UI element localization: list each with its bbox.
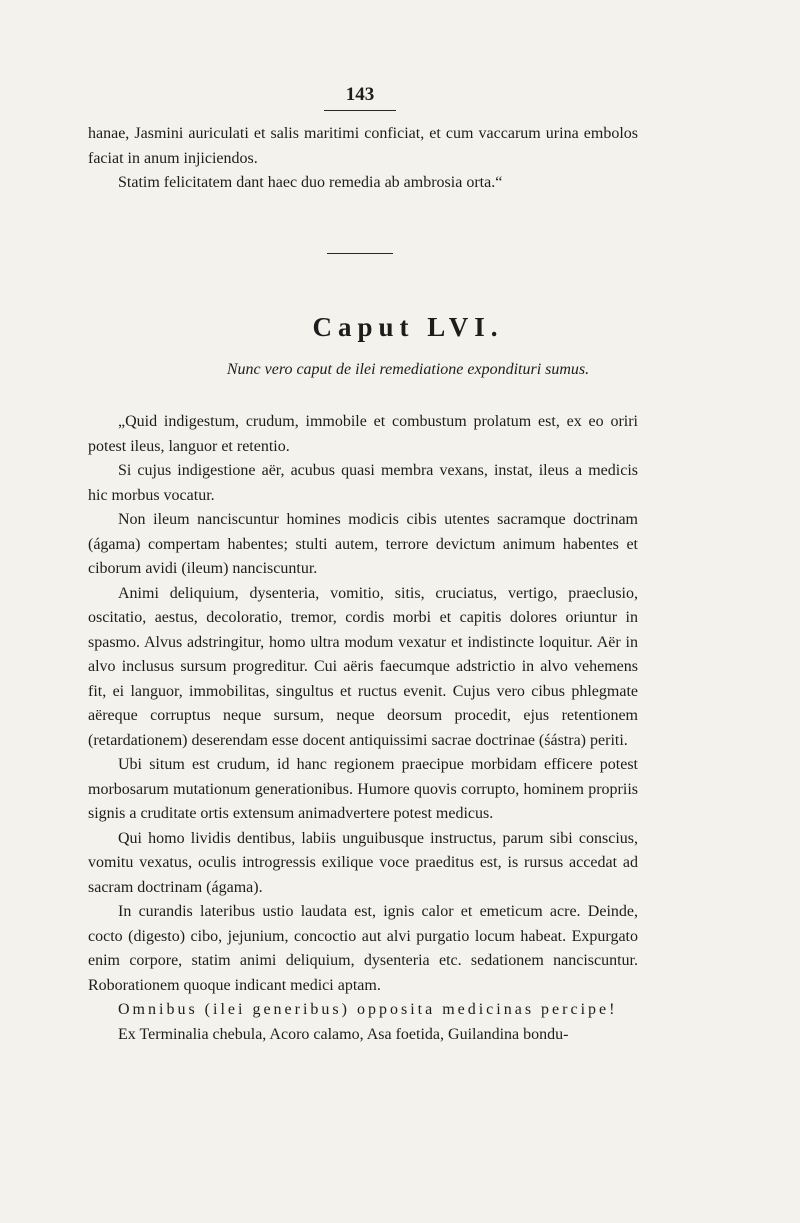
paragraph: Ubi situm est crudum, id hanc regionem praecipue morbidam efficere potest morbosarum mutationum generationibus. Humore quovis corrupto, hominem propriis signis a cruditate ortis extensum animadvertere potest medicus.	[88, 756, 638, 822]
top-text-block	[88, 122, 638, 196]
paragraph: Non ileum nanciscuntur homines modicis cibis utentes sacramque doctrinam (ágama) compertam habentes; stulti autem, terrore devictum animum habentes et ciborum avidi (ileum) nanciscuntur.	[88, 511, 638, 577]
chapter-title: Caput LVI.	[312, 312, 504, 342]
main-text-block	[88, 410, 638, 1047]
paragraph: Si cujus indigestione aër, acubus quasi membra vexans, instat, ileus a medicis hic morbus vocatur.	[88, 462, 638, 504]
paragraph: Animi deliquium, dysenteria, vomitio, sitis, cruciatus, vertigo, praeclusio, oscitatio, aestus, decoloratio, tremor, cordis morbi et capitis dolores oriuntur in spasmo. Alvus adstringitur, homo ultra modum vexatur et indistincte loquitur. Aër in alvo inclusus sursum progreditur. Cui aëris faecumque adstrictio in alvo vehemens fit, ei languor, immobilitas, singultus et ructus evenit. Cujus vero cibus phlegmate aëreque corruptus neque sursum, neque deorsum procedit, ejus retentionem (retardationem) deserendam esse docent antiquissimi sacrae doctrinae (śástra) periti.	[88, 584, 638, 749]
chapter-subtitle: Nunc vero caput de ilei remediatione expondituri sumus.	[226, 361, 590, 378]
paragraph: hanae, Jasmini auriculati et salis maritimi conficiat, et cum vaccarum urina embolos faciat in anum injiciendos.	[88, 125, 638, 167]
paragraph: Omnibus (ilei generibus) opposita medicinas percipe!	[118, 1001, 618, 1018]
paragraph: Qui homo lividis dentibus, labiis unguibusque instructus, parum sibi conscius, vomitu vexatus, oculis introgressis exilique voce praeditus est, is rursus accedat ad sacram doctrinam (ágama).	[88, 829, 638, 896]
paragraph: In curandis lateribus ustio laudata est, ignis calor et emeticum acre. Deinde, cocto (digesto) cibo, jejunium, concoctio aut alvi purgatio locum habeat. Expurgato enim corpore, statim animi deliquium, dysenteria etc. sedationem nanciscuntur. Roborationem quoque indicant medici aptam.	[88, 903, 638, 994]
page-number: 143	[324, 84, 396, 111]
paragraph: Ex Terminalia chebula, Acoro calamo, Asa foetida, Guilandina bondu-	[118, 1025, 569, 1043]
paragraph: „Quid indigestum, crudum, immobile et combustum prolatum est, ex eo oriri potest ileus, languor et retentio.	[88, 413, 638, 455]
paragraph: Statim felicitatem dant haec duo remedia ab ambrosia orta.“	[118, 174, 503, 191]
section-divider	[327, 253, 393, 254]
